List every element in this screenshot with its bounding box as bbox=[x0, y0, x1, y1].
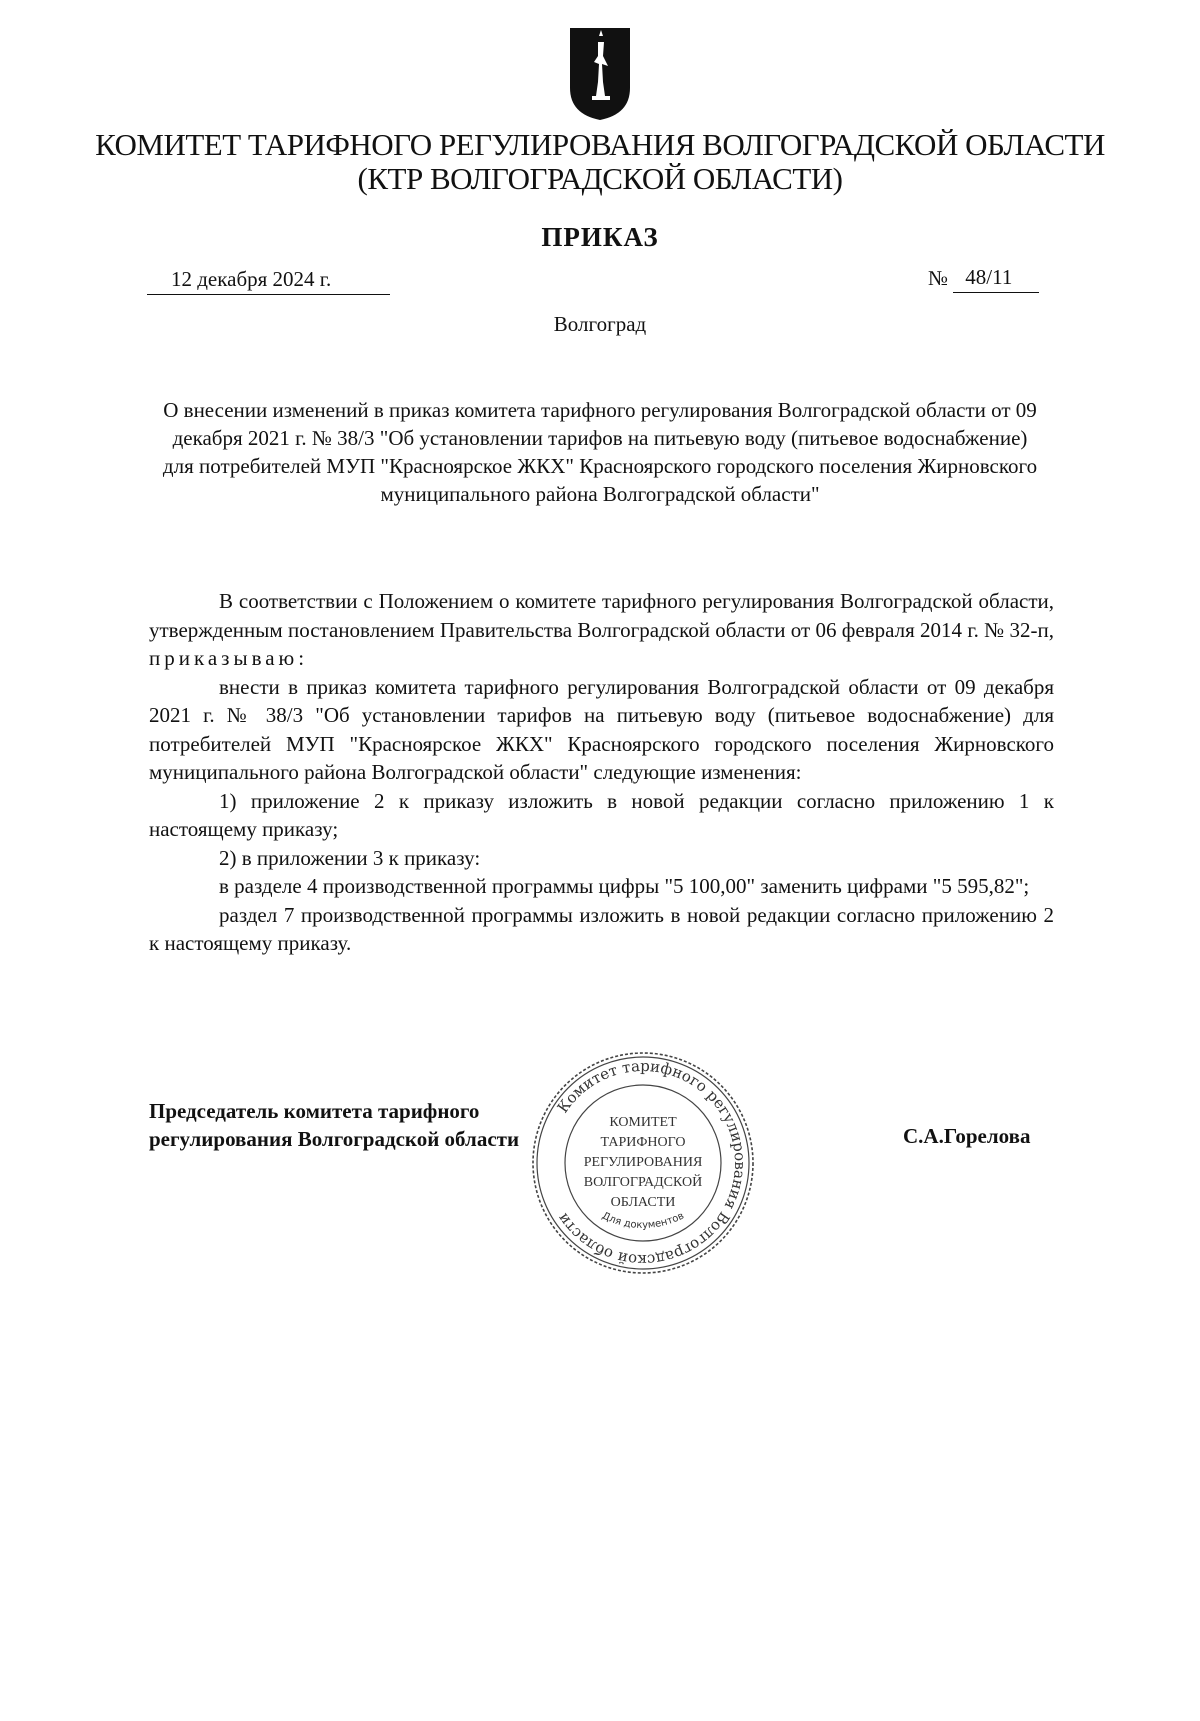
order-date: 12 декабря 2024 г. bbox=[147, 264, 390, 295]
paragraph-amend: внести в приказ комитета тарифного регулирования Волгоградской области от 09 декабря 2021 г. № 38/3 "Об установлении тарифов на питьевую воду (питьевое водоснабжение) для потребителей МУП "Красноярское ЖКХ" Красноярского городского поселения Жирновского муниципального района Волгоградской области" следующие изменения: bbox=[149, 674, 1054, 784]
stamp-line-2: ТАРИФНОГО bbox=[600, 1135, 686, 1150]
volgograd-coat-of-arms-icon bbox=[568, 26, 632, 122]
basis-text: В соответствии с Положением о комитете тарифного регулирования Волгоградской области, утвержденным постановлением Правительства Волгоградской области от 06 февраля 2014 г. № 32-п, bbox=[149, 589, 1054, 642]
stamp-line-1: КОМИТЕТ bbox=[609, 1115, 677, 1130]
signer-position-line1: Председатель комитета тарифного bbox=[149, 1099, 480, 1123]
stamp-line-3: РЕГУЛИРОВАНИЯ bbox=[583, 1155, 703, 1170]
official-seal-stamp bbox=[530, 1050, 756, 1276]
order-word: приказываю: bbox=[149, 646, 309, 670]
organization-abbreviation: (КТР ВОЛГОГРАДСКОЙ ОБЛАСТИ) bbox=[357, 161, 843, 196]
number-sign: № bbox=[928, 266, 949, 290]
svg-text:Для документов bbox=[600, 1210, 686, 1231]
order-subject: О внесении изменений в приказ комитета тарифного регулирования Волгоградской области от 09 декабря 2021 г. № 38/3 "Об установлении тарифов на питьевую воду (питьевое водоснабжение) для потребителей МУП "Красноярское ЖКХ" Красноярского городского поселения Жирновского муниципального района Волгоградской области" bbox=[162, 398, 1038, 506]
paragraph-item-2b: раздел 7 производственной программы изложить в новой редакции согласно приложению 2 к настоящему приказу. bbox=[149, 902, 1054, 955]
signer-position-line2: регулирования Волгоградской области bbox=[149, 1127, 520, 1151]
paragraph-item-1: 1) приложение 2 к приказу изложить в новой редакции согласно приложению 1 к настоящему приказу; bbox=[149, 788, 1054, 841]
organization-name: КОМИТЕТ ТАРИФНОГО РЕГУЛИРОВАНИЯ ВОЛГОГРАДСКОЙ ОБЛАСТИ bbox=[95, 127, 1105, 162]
signer-name: С.А.Горелова bbox=[903, 1124, 1031, 1148]
order-body bbox=[149, 587, 1054, 958]
stamp-line-5: ОБЛАСТИ bbox=[610, 1195, 676, 1210]
paragraph-item-2a: в разделе 4 производственной программы цифры "5 100,00" заменить цифрами "5 595,82"; bbox=[219, 874, 1030, 898]
signer-position bbox=[149, 1097, 519, 1153]
stamp-bottom-text: Для документов bbox=[600, 1210, 686, 1232]
paragraph-item-2: 2) в приложении 3 к приказу: bbox=[219, 845, 481, 870]
order-number: 48/11 bbox=[953, 262, 1039, 293]
paragraph-basis bbox=[149, 587, 1054, 673]
document-type: ПРИКАЗ bbox=[541, 222, 659, 252]
order-city: Волгоград bbox=[553, 312, 647, 336]
stamp-ring-text: Комитет тарифного регулирования Волгоградской области bbox=[553, 1056, 750, 1270]
order-number-block bbox=[928, 262, 1039, 293]
stamp-line-4: ВОЛГОГРАДСКОЙ bbox=[583, 1175, 703, 1190]
